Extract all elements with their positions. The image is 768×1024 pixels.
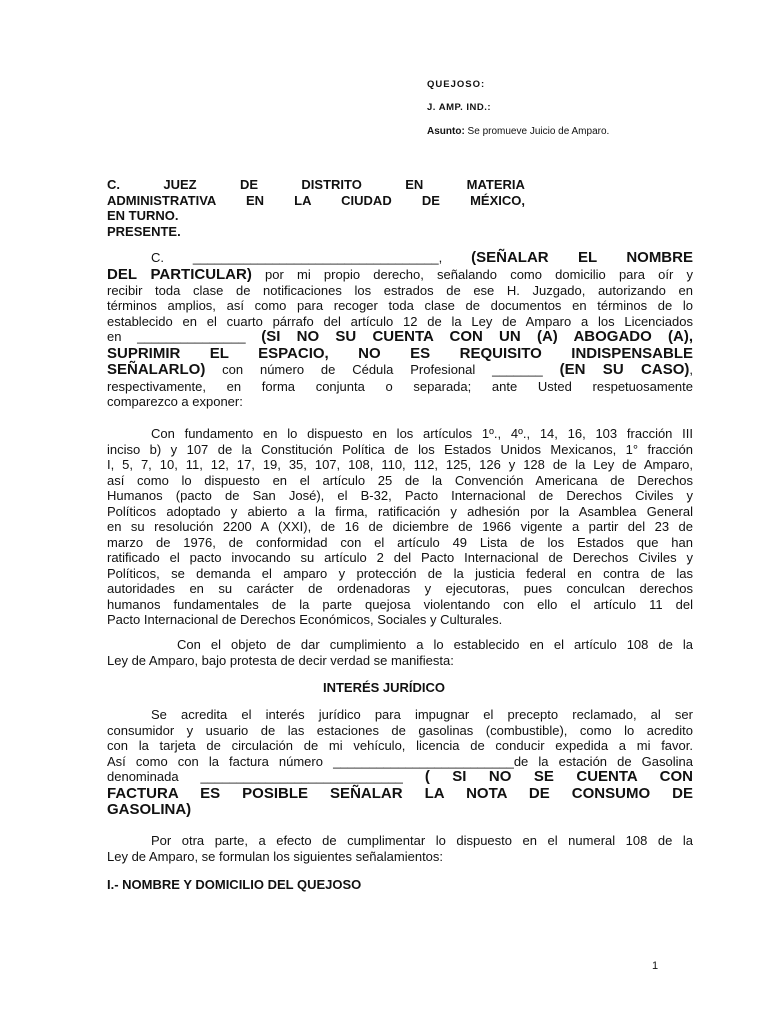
- p4-line-6: FACTURA ES POSIBLE SEÑALAR LA NOTA DE CONSUMO DE: [107, 784, 693, 802]
- paragraph-senalamientos: [107, 833, 693, 864]
- p2-line: marzo de 1976, de conformidad con el artículo 49 Lista de los Estados que han: [107, 534, 693, 550]
- asunto-line: [427, 126, 609, 137]
- asunto-label: Asunto:: [427, 126, 465, 137]
- p2-line: inciso b) y 107 de la Constitución Política de los Estados Unidos Mexicanos, 1° fracción: [107, 441, 693, 457]
- p2-line: Políticos adoptado y abierto a la firma, ratificación y adhesión por la Asamblea General: [107, 503, 693, 519]
- p1-line-6: en _______________ (SI NO SU CUENTA CON UN (A) ABOGADO (A),: [107, 328, 693, 345]
- amparo-label: J. AMP. IND.:: [427, 102, 492, 113]
- paragraph-fundamento: [107, 426, 693, 628]
- p1-line-10: comparezco a exponer:: [107, 394, 243, 409]
- p1-line-9: respectivamente, en forma conjunta o separada; ante Usted respetuosamente: [107, 378, 693, 394]
- page-number: 1: [652, 960, 659, 972]
- addressee-line-4: PRESENTE.: [107, 223, 181, 239]
- p1-line-7: SUPRIMIR EL ESPACIO, NO ES REQUISITO INDISPENSABLE: [107, 344, 693, 362]
- p2-line: Humanos (pacto de San José), el B-32, Pacto Internacional de Derechos Civiles y: [107, 488, 693, 503]
- paragraph-comparecencia: [107, 250, 693, 410]
- heading-nombre-domicilio: I.- NOMBRE Y DOMICILIO DEL QUEJOSO: [107, 877, 362, 892]
- p4-line-5: denominada ____________________________ ( SI NO SE CUENTA CON: [107, 768, 693, 785]
- p2-line: autoridades en su carácter de ordenadoras y ejecutoras, pues conculcan derechos: [107, 581, 693, 596]
- p1-line-1: C. __________________________________, (SEÑALAR EL NOMBRE: [151, 249, 693, 266]
- p2-line: en su resolución 2200 A (XXI), de 16 de diciembre de 1966 vigente a partir del 23 de: [107, 519, 693, 534]
- p3-line: Ley de Amparo, bajo protesta de decir verdad se manifiesta:: [107, 652, 454, 668]
- addressee-line-2: ADMINISTRATIVA EN LA CIUDAD DE MÉXICO,: [107, 192, 525, 208]
- p5-line: Por otra parte, a efecto de cumplimentar lo dispuesto en el numeral 108 de la: [151, 833, 693, 848]
- addressee-block: [107, 177, 525, 239]
- p1-line-3: recibir toda clase de notificaciones los estrados de ese H. Juzgado, autorizando en: [107, 282, 693, 298]
- paragraph-interes: [107, 707, 693, 819]
- p1-line-8: SEÑALARLO) con número de Cédula Profesional _______ (EN SU CASO),: [107, 361, 694, 378]
- heading-interes-juridico: INTERÉS JURÍDICO: [322, 680, 446, 695]
- addressee-line-3: EN TURNO.: [107, 208, 179, 223]
- p2-line: así como lo dispuesto en el artículo 25 de la Convención Americana de Derechos: [107, 472, 693, 488]
- p5-line: Ley de Amparo, se formulan los siguientes señalamientos:: [107, 848, 444, 864]
- p4-line-4: Así como con la factura número _________________________de la estación de Gasolina: [107, 753, 693, 769]
- quejoso-label: QUEJOSO:: [427, 79, 486, 90]
- p2-line: humanos fundamentales de la parte quejosa violentando con ello el artículo 11 del: [107, 596, 693, 612]
- p2-line: Con fundamento en lo dispuesto en los artículos 1º., 4º., 14, 16, 103 fracción III: [151, 426, 693, 441]
- p1-line-5: establecido en el cuarto párrafo del artículo 12 de la Ley de Amparo a los Licenciados: [107, 313, 693, 329]
- p1-line-2: DEL PARTICULAR) por mi propio derecho, señalando como domicilio para oír y: [107, 265, 693, 283]
- p2-line: Pacto Internacional de Derechos Económicos, Sociales y Culturales.: [107, 612, 503, 627]
- p4-line-1: Se acredita el interés jurídico para impugnar el precepto reclamado, al ser: [151, 707, 693, 722]
- p2-line: Políticos, se demanda el amparo y protección de la justicia federal en contra de las: [107, 565, 693, 581]
- asunto-text: Se promueve Juicio de Amparo.: [464, 126, 610, 137]
- paragraph-protesta: [107, 637, 693, 668]
- p1-line-4: términos amplios, así como para recoger toda clase de documentos en términos de lo: [107, 298, 693, 313]
- p4-line-2: consumidor y usuario de las estaciones de gasolinas (combustible), como lo acredito: [107, 722, 693, 738]
- p4-line-3: con la tarjeta de circulación de mi vehículo, licencia de conducir expedida a mi favor.: [107, 738, 693, 753]
- p3-line: Con el objeto de dar cumplimiento a lo establecido en el artículo 108 de la: [177, 637, 693, 652]
- addressee-line-1: C. JUEZ DE DISTRITO EN MATERIA: [107, 177, 525, 192]
- p4-line-7: GASOLINA): [107, 801, 192, 818]
- p2-line: I, 5, 7, 10, 11, 12, 17, 19, 35, 107, 108, 110, 112, 125, 126 y 128 de la Ley de Amparo,: [107, 457, 693, 472]
- p2-line: ratificado el pacto invocando su artículo 2 del Pacto Internacional de Derechos Civiles y: [107, 550, 693, 565]
